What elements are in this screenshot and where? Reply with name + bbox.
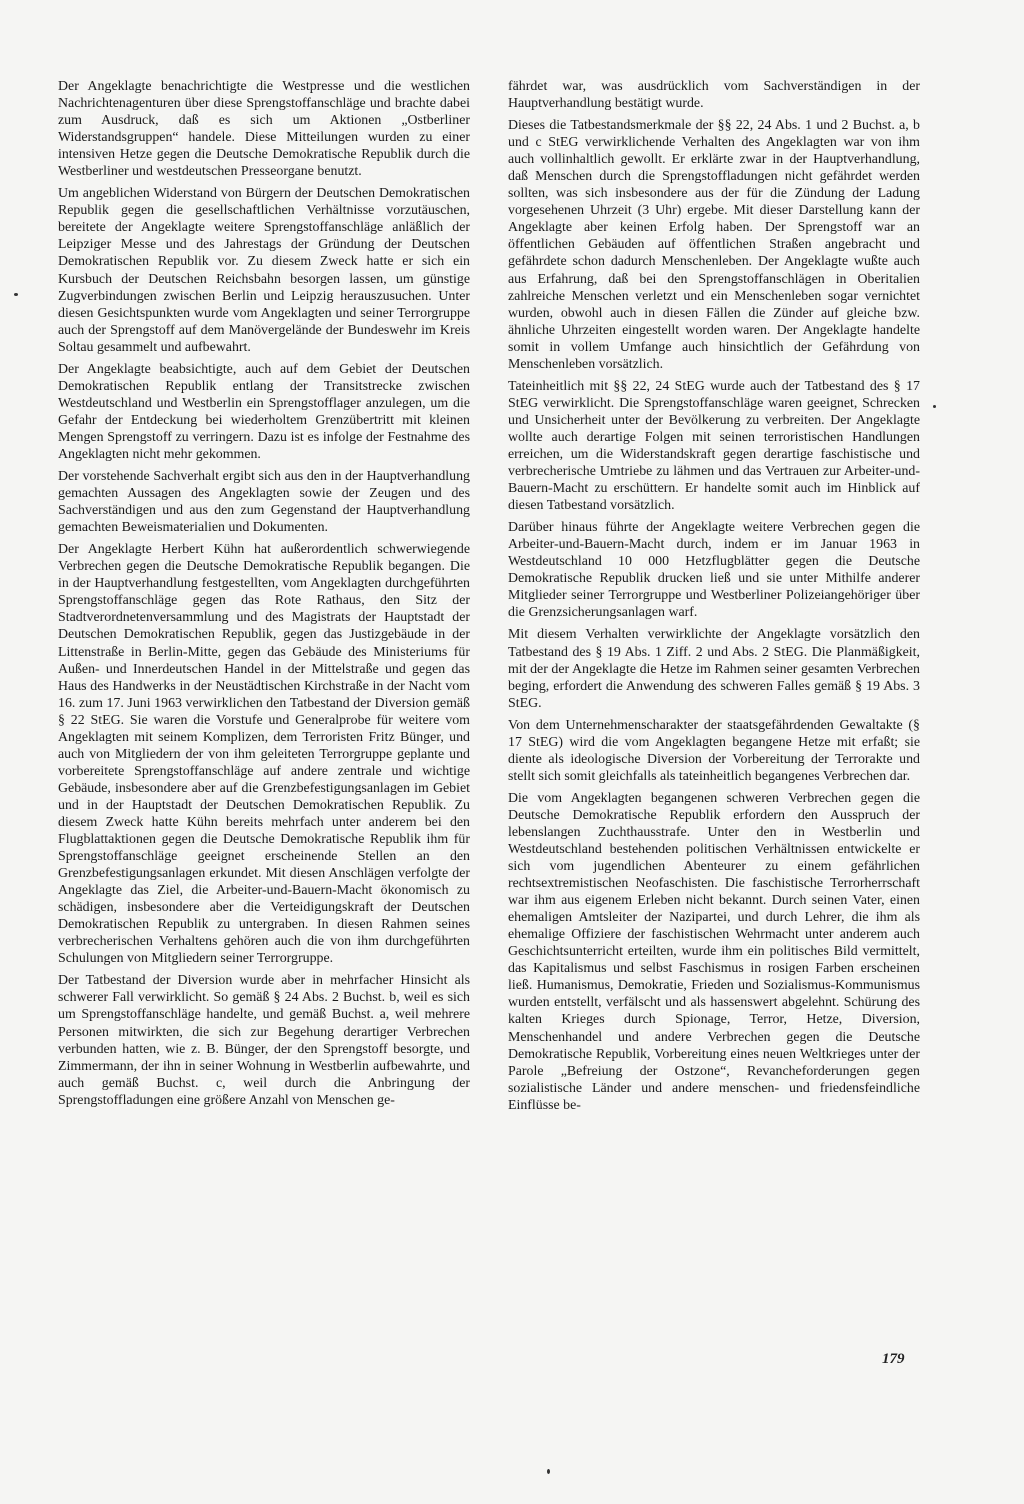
page-number: 179 xyxy=(882,1351,905,1367)
paragraph: Der Tatbestand der Diversion wurde aber in mehrfacher Hinsicht als schwerer Fall verwirklicht. So gemäß § 24 Abs. 2 Buchst. b, weil es sich um Sprengstoffanschläge handelte, und gemäß Buchst. a, weil mehrere Personen mitwirkten, die sich zur Begehung derartiger Verbrechen verbunden hatten, wie z. B. Bünger, der den Sprengstoff besorgte, und Zimmermann, der ihn in seiner Wohnung in Westberlin aufbewahrte, und auch gemäß Buchst. c, weil durch die Anbringung der Sprengstoffladungen eine größere Anzahl von Menschen ge- xyxy=(58,973,470,1108)
paragraph: Darüber hinaus führte der Angeklagte weitere Verbrechen gegen die Arbeiter-und-Bauern-Macht durch, indem er im Januar 1963 in Westdeutschland 10 000 Hetzflugblätter gegen die Deutsche Demokratische Republik drucken ließ und sie unter Mithilfe anderer Mitglieder seiner Terrorgruppe und Westberliner Polizeiangehöriger über die Grenzsicherungsanlagen warf. xyxy=(508,520,920,621)
right-text-column xyxy=(508,78,920,1119)
paragraph: Der vorstehende Sachverhalt ergibt sich aus den in der Hauptverhandlung gemachten Aussagen des Angeklagten sowie der Zeugen und des Sachverständigen und aus den zum Gegenstand der Hauptverhandlung gemachten Beweismaterialien und Dokumenten. xyxy=(58,469,470,536)
left-text-column xyxy=(58,78,470,1114)
scan-speck xyxy=(933,405,936,408)
paragraph: Um angeblichen Widerstand von Bürgern der Deutschen Demokratischen Republik gegen die gesellschaftlichen Verhältnisse vorzutäuschen, bereitete der Angeklagte weitere Sprengstoffanschläge anläßlich der Leipziger Messe und des Jahrestags der Gründung der Deutschen Demokratischen Republik vor. Zu diesem Zweck hatte er sich ein Kursbuch der Deutschen Reichsbahn besorgen lassen, um günstige Zugverbindungen zwischen Berlin und Leipzig herauszusuchen. Unter diesen Gesichtspunkten wurde vom Angeklagten und seiner Terrorgruppe auch der Sprengstoff auf dem Manövergelände der Bundeswehr im Kreis Soltau gesammelt und aufbewahrt. xyxy=(58,186,470,355)
paragraph: Von dem Unternehmenscharakter der staatsgefährdenden Gewaltakte (§ 17 StEG) wird die vom Angeklagten begangene Hetze mit erfaßt; sie diente als ideologische Diversion der Vorbereitung der Terrorakte und stellt sich somit gleichfalls als tateinheitlich begangenes Verbrechen dar. xyxy=(508,717,920,784)
paragraph: Der Angeklagte Herbert Kühn hat außerordentlich schwerwiegende Verbrechen gegen die Deutsche Demokratische Republik begangen. Die in der Hauptverhandlung festgestellten, vom Angeklagten durchgeführten Sprengstoffanschläge gegen das Rote Rathaus, den Sitz der Stadtverordnetenversammlung und des Magistrats der Hauptstadt der Deutschen Demokratischen Republik, gegen das Justizgebäude in der Littenstraße in Berlin-Mitte, gegen das Gebäude des Ministeriums für Außen- und Innerdeutschen Handel in der Mittelstraße und gegen das Haus des Handwerks in der Neustädtischen Kirchstraße in der Nacht vom 16. zum 17. Juni 1963 verwirklichen den Tatbestand der Diversion gemäß § 22 StEG. Sie waren die Vorstufe und Generalprobe für weitere vom Angeklagten mit seinem Komplizen, dem Terroristen Fritz Bünger, und auch von Mitgliedern der von ihm geleiteten Terrorgruppe geplante und vorbereitete Sprengstoffanschläge auf andere zentrale und wichtige Gebäude, insbesondere aber auf die Grenzbefestigungsanlagen im Gebiet und in der Hauptstadt der Deutschen Demokratischen Republik. Zu diesem Zweck hatte Kühn bereits mehrfach unter anderem bei den Flugblattaktionen gegen die Deutsche Demokratische Republik ihm für Sprengstoffanschläge geeignet erscheinende Stellen an den Grenzbefestigungsanlagen erkundet. Mit diesen Anschlägen verfolgte der Angeklagte das Ziel, die Arbeiter-und-Bauern-Macht ökonomisch zu schädigen, insbesondere aber die Verteidigungskraft der Deutschen Demokratischen Republik zu untergraben. In diesen Rahmen seines verbrecherischen Verhaltens gehören auch die von ihm durchgeführten Schulungen von Mitgliedern seiner Terrorgruppe. xyxy=(58,542,470,967)
paragraph: Die vom Angeklagten begangenen schweren Verbrechen gegen die Deutsche Demokratische Republik erfordern den Ausspruch der lebenslangen Zuchthausstrafe. Unter den in Westberlin und Westdeutschland bestehenden politischen Verhältnissen entwickelte er sich vom jugendlichen Abenteurer zu einem gefährlichen rechtsextremistischen Neofaschisten. Die faschistische Terrorherrschaft war ihm aus eigenem Erleben nicht bekannt. Durch seinen Vater, einen ehemaligen Amtsleiter der Nazipartei, und durch Lehrer, die ihm als ehemalige Offiziere der faschistischen Wehrmacht unter anderem auch Geschichtsunterricht erteilten, wurde ihm ein politisches Bild vermittelt, das Kapitalismus und selbst Faschismus in rosigen Farben erscheinen ließ. Humanismus, Demokratie, Frieden und Sozialismus-Kommunismus wurden entstellt, verfälscht und als hassenswert abgelehnt. Schürung des kalten Krieges durch Spionage, Terror, Hetze, Diversion, Menschenhandel und andere Verbrechen gegen die Deutsche Demokratische Republik, Vorbereitung eines neuen Weltkrieges unter der Parole „Befreiung der Ostzone“, Revancheforderungen gegen sozialistische Länder und andere menschen- und friedensfeindliche Einflüsse be- xyxy=(508,790,920,1113)
scan-speck xyxy=(14,293,18,296)
paragraph: Tateinheitlich mit §§ 22, 24 StEG wurde auch der Tatbestand des § 17 StEG verwirklicht. Die Sprengstoffanschläge waren geeignet, Schrecken und Unsicherheit unter der Bevölkerung zu verbreiten. Der Angeklagte wollte auch derartige Folgen mit seinen terroristischen Handlungen erreichen, um die Widerstandskraft gegen derartige faschistische und verbrecherische Umtriebe zu lähmen und das Vertrauen zur Arbeiter-und-Bauern-Macht zu erschüttern. Er handelte somit auch im Hinblick auf diesen Tatbestand vorsätzlich. xyxy=(508,378,920,514)
paragraph: Mit diesem Verhalten verwirklichte der Angeklagte vorsätzlich den Tatbestand des § 19 Abs. 1 Ziff. 2 und Abs. 2 StEG. Die Planmäßigkeit, mit der der Angeklagte die Hetze im Rahmen seiner gesamten Verbrechen beging, erfordert die Anwendung des schweren Falles gemäß § 19 Abs. 3 StEG. xyxy=(508,627,920,711)
paragraph: fährdet war, was ausdrücklich vom Sachverständigen in der Hauptverhandlung bestätigt wurde. xyxy=(508,79,920,112)
scan-speck xyxy=(547,1469,550,1474)
paragraph: Dieses die Tatbestandsmerkmale der §§ 22, 24 Abs. 1 und 2 Buchst. a, b und c StEG verwirklichende Verhalten des Angeklagten war von ihm auch vollinhaltlich gewollt. Er erklärte zwar in der Hauptverhandlung, daß Menschen durch die Sprengstoffladungen nicht gefährdet werden sollten, was sich insbesondere aus der für die Zündung der Ladung vorgesehenen Uhrzeit (3 Uhr) ergebe. Mit dieser Darstellung kann der Angeklagte aber keinen Erfolg haben. Der Sprengstoff war an öffentlichen Gebäuden auf öffentlichen Straßen angebracht und gefährdete schon dadurch Menschenleben. Der Angeklagte wußte auch aus Erfahrung, daß bei den Sprengstoffanschlägen in Oberitalien zahlreiche Menschen verletzt und ein Menschenleben sogar vernichtet wurden, obwohl auch in diesen Fällen die Zünder auf gleiche bzw. ähnliche Uhrzeiten eingestellt worden waren. Der Angeklagte handelte somit in vollem Umfange auch hinsichtlich der Gefährdung von Menschenleben vorsätzlich. xyxy=(508,118,920,372)
paragraph: Der Angeklagte beabsichtigte, auch auf dem Gebiet der Deutschen Demokratischen Republik entlang der Transitstrecke zwischen Westdeutschland und Westberlin ein Sprengstofflager anzulegen, um die Gefahr der Entdeckung bei wiederholtem Grenzübertritt mit kleinen Mengen Sprengstoff zu verringern. Dazu ist es infolge der Festnahme des Angeklagten nicht mehr gekommen. xyxy=(58,361,470,462)
paragraph: Der Angeklagte benachrichtigte die Westpresse und die westlichen Nachrichtenagenturen über diese Sprengstoffanschläge und brachte dabei zum Ausdruck, daß es sich um Aktionen „Ostberliner Widerstandsgruppen“ handele. Diese Mitteilungen wurden zu einer intensiven Hetze gegen die Deutsche Demokratische Republik durch die Westberliner und westdeutschen Presseorgane benutzt. xyxy=(58,79,470,180)
